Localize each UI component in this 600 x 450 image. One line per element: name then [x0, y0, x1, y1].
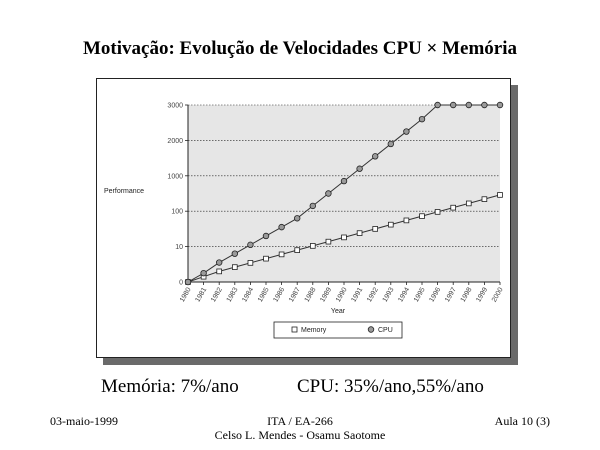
x-tick-label: 1995 — [412, 286, 427, 304]
x-tick-label: 1985 — [256, 286, 271, 304]
x-tick-label: 1991 — [350, 286, 365, 304]
x-tick-label: 1990 — [334, 286, 349, 304]
cpu-point — [372, 154, 378, 160]
x-tick-label: 1980 — [178, 286, 193, 304]
memory-point — [264, 256, 269, 261]
x-tick-label: 2000 — [490, 286, 505, 304]
y-tick-label: 1000 — [167, 173, 183, 181]
y-axis-label: Performance — [104, 188, 145, 195]
cpu-point — [341, 178, 347, 184]
cpu-point — [263, 233, 269, 239]
cpu-point — [388, 141, 394, 147]
legend — [274, 322, 402, 338]
legend-memory-label: Memory — [301, 327, 327, 334]
memory-point — [342, 235, 347, 240]
cpu-point — [279, 224, 285, 230]
x-tick-label: 1987 — [288, 286, 302, 304]
footer-authors: Celso L. Mendes - Osamu Saotome — [214, 428, 386, 442]
cpu-point — [185, 279, 191, 285]
cpu-point — [450, 102, 456, 108]
memory-rate: Memória: 7%/ano — [101, 376, 239, 397]
cpu-point — [310, 203, 316, 209]
memory-point — [404, 218, 409, 223]
memory-point — [373, 227, 378, 232]
cpu-point — [248, 242, 254, 248]
x-tick-label: 1982 — [210, 286, 224, 304]
footer-lesson: Aula 10 (3) — [494, 414, 550, 428]
cpu-point — [419, 116, 425, 122]
footer-date: 03-maio-1999 — [50, 414, 118, 428]
memory-point — [326, 239, 331, 244]
cpu-point — [216, 260, 222, 266]
memory-point — [498, 193, 503, 198]
memory-point — [357, 231, 362, 236]
y-tick-label: 2000 — [167, 137, 183, 145]
cpu-point — [466, 102, 472, 108]
memory-point — [248, 260, 253, 265]
memory-point — [279, 252, 284, 257]
x-tick-label: 1981 — [194, 286, 209, 304]
memory-point — [295, 248, 300, 253]
memory-point — [310, 243, 315, 248]
y-tick-label: 10 — [175, 244, 183, 252]
x-tick-label: 1984 — [241, 286, 256, 304]
legend-cpu-label: CPU — [378, 327, 393, 334]
memory-point — [451, 205, 456, 210]
x-tick-label: 1989 — [319, 286, 334, 304]
x-axis-label: Year — [330, 308, 346, 315]
memory-point — [435, 210, 440, 215]
y-tick-label: 0 — [179, 279, 183, 287]
slide-title: Motivação: Evolução de Velocidades CPU × Memória — [82, 38, 518, 59]
cpu-point — [232, 251, 238, 257]
cpu-point — [435, 102, 441, 108]
x-tick-label: 1999 — [475, 286, 490, 304]
memory-point — [482, 197, 487, 202]
x-tick-label: 1992 — [366, 286, 380, 304]
x-tick-label: 1993 — [381, 286, 396, 304]
memory-point — [466, 201, 471, 206]
y-tick-label: 3000 — [167, 102, 183, 110]
x-tick-label: 1994 — [397, 286, 412, 304]
performance-chart — [96, 78, 511, 358]
cpu-point — [294, 215, 300, 221]
footer-course: ITA / EA-266 — [267, 414, 333, 428]
x-tick-label: 1997 — [444, 286, 458, 304]
cpu-point — [482, 102, 488, 108]
legend-memory-marker — [292, 327, 297, 332]
cpu-point — [201, 270, 207, 276]
memory-point — [388, 222, 393, 227]
memory-point — [420, 214, 425, 219]
memory-point — [217, 269, 222, 274]
cpu-rate: CPU: 35%/ano,55%/ano — [297, 376, 484, 397]
legend-cpu-marker — [368, 327, 374, 333]
x-tick-label: 1986 — [272, 286, 287, 304]
cpu-point — [357, 166, 363, 172]
footer-center — [150, 414, 450, 442]
x-tick-label: 1983 — [225, 286, 240, 304]
cpu-point — [404, 129, 410, 135]
y-tick-label: 100 — [171, 208, 183, 216]
memory-point — [232, 265, 237, 270]
x-tick-label: 1996 — [428, 286, 443, 304]
cpu-point — [497, 102, 503, 108]
x-tick-label: 1998 — [459, 286, 474, 304]
x-tick-label: 1988 — [303, 286, 318, 304]
cpu-point — [326, 191, 332, 197]
